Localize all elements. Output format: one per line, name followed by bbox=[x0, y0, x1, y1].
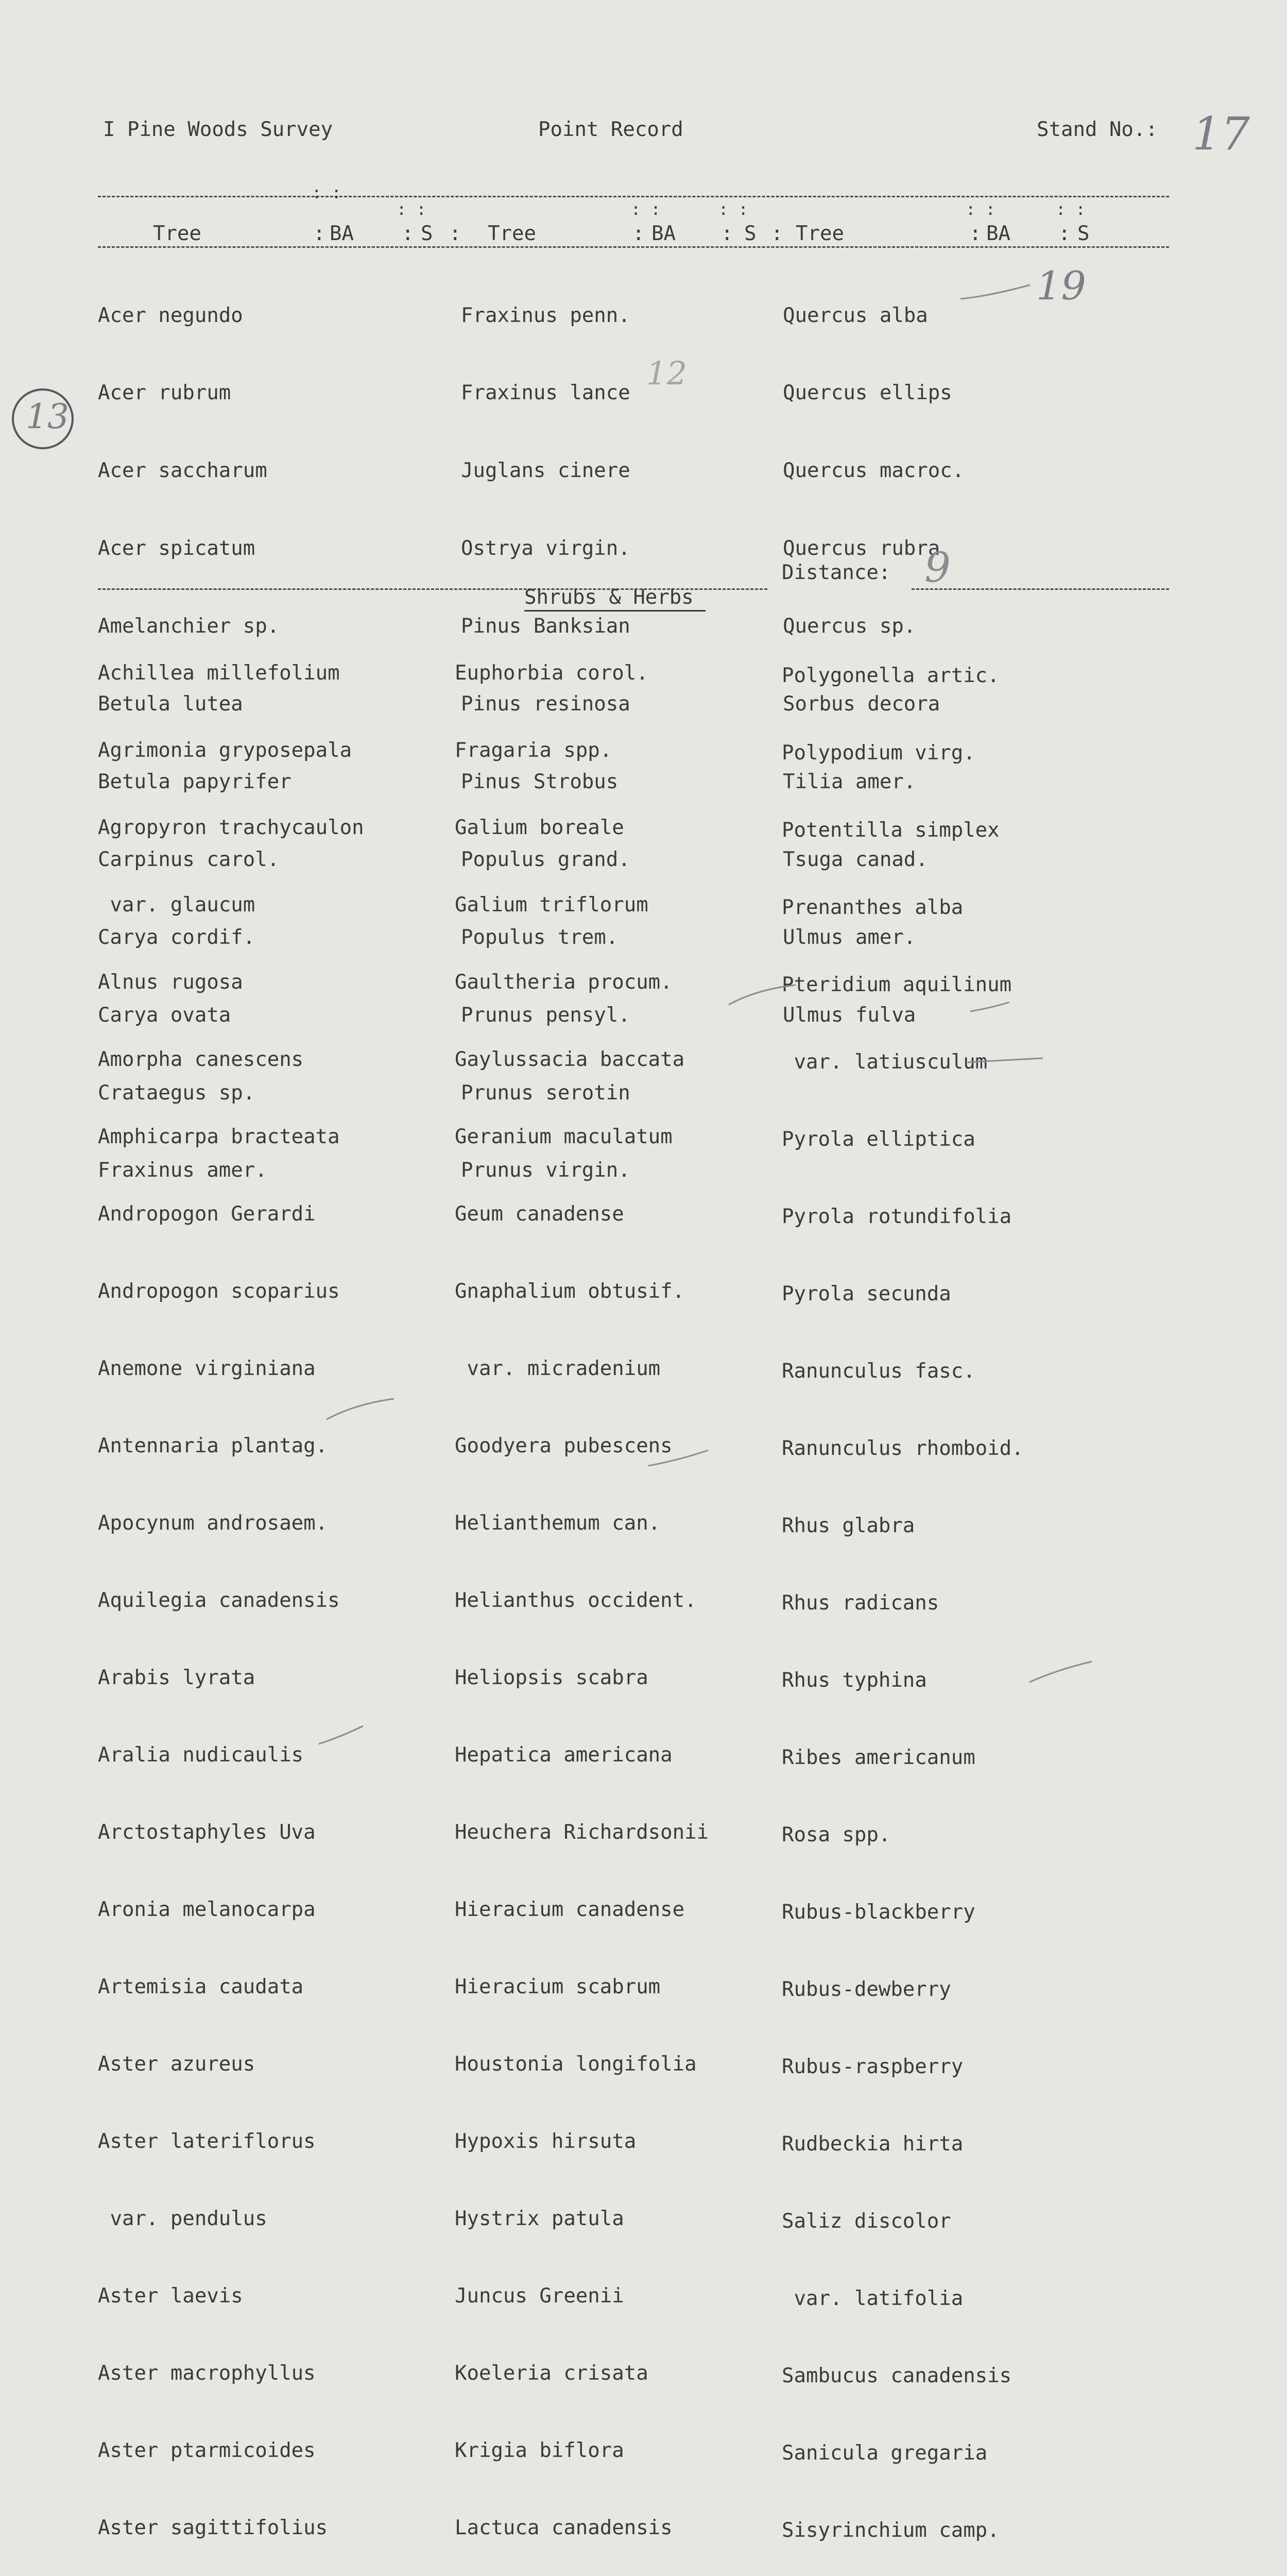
list-item: Pinus Strobus bbox=[461, 770, 619, 793]
header-top-rule bbox=[98, 196, 1169, 197]
list-item: Aster macrophyllus bbox=[98, 2362, 316, 2385]
list-item: Carya ovata bbox=[98, 1003, 231, 1027]
header-sep-top-3: : : bbox=[631, 199, 661, 219]
list-item: Populus grand. bbox=[461, 848, 630, 871]
list-item: Andropogon scoparius bbox=[98, 1280, 340, 1303]
header-sep-top-4: : : bbox=[718, 199, 748, 219]
list-item: Koeleria crisata bbox=[455, 2362, 648, 2385]
list-item: Geum canadense bbox=[455, 1202, 624, 1226]
list-item: Galium triflorum bbox=[455, 893, 648, 917]
list-item: Heliopsis scabra bbox=[455, 1666, 648, 1689]
list-item: Aralia nudicaulis bbox=[98, 1743, 304, 1767]
colon-mark: : bbox=[313, 222, 325, 245]
list-item: Hieracium canadense bbox=[455, 1898, 685, 1921]
distance-value: 9 bbox=[924, 544, 951, 591]
shrubs-column-1 bbox=[98, 609, 364, 2576]
list-item: Acer saccharum bbox=[98, 459, 267, 483]
list-item: Arabis lyrata bbox=[98, 1666, 255, 1689]
list-item: Fraxinus lance bbox=[461, 381, 630, 405]
list-item: Tilia amer. bbox=[783, 770, 916, 793]
list-item: Hystrix patula bbox=[455, 2207, 624, 2230]
list-item: Gnaphalium obtusif. bbox=[455, 1280, 685, 1303]
list-item: Aster lateriflorus bbox=[98, 2130, 316, 2153]
header-ba-3: BA bbox=[986, 222, 1010, 245]
header-bottom-rule bbox=[98, 246, 1169, 248]
list-item: Sisyrinchium camp. bbox=[782, 2519, 1000, 2542]
list-item: Prunus virgin. bbox=[461, 1159, 630, 1182]
list-item: var. pendulus bbox=[98, 2207, 267, 2230]
list-item: Houstonia longifolia bbox=[455, 2053, 697, 2076]
checkmark-icon bbox=[317, 1721, 368, 1752]
list-item: Populus trem. bbox=[461, 925, 619, 949]
list-item: Sanicula gregaria bbox=[782, 2442, 988, 2465]
header-tree-3: Tree bbox=[796, 222, 844, 245]
list-item: Amorpha canescens bbox=[98, 1048, 304, 1071]
list-item: Antennaria plantag. bbox=[98, 1434, 328, 1458]
shrubs-column-2 bbox=[455, 609, 721, 2576]
list-item: Fragaria spp. bbox=[455, 739, 612, 762]
list-item: Ribes americanum bbox=[782, 1746, 975, 1769]
list-item: Quercus sp. bbox=[783, 615, 916, 638]
list-item: Rosa spp. bbox=[782, 1823, 891, 1846]
list-item: Rudbeckia hirta bbox=[782, 2132, 964, 2156]
record-type: Point Record bbox=[538, 118, 683, 141]
header-sep-top-2: : : bbox=[397, 199, 426, 219]
list-item: Rhus radicans bbox=[782, 1591, 939, 1615]
list-item: Aster azureus bbox=[98, 2053, 255, 2076]
list-item: Hepatica americana bbox=[455, 1743, 673, 1767]
list-item: Gaultheria procum. bbox=[455, 971, 673, 994]
list-item: Helianthus occident. bbox=[455, 1589, 697, 1612]
colon-mark: : bbox=[969, 222, 982, 245]
colon-mark: : bbox=[721, 222, 733, 245]
colon-mark: : bbox=[449, 222, 461, 245]
checkmark-icon bbox=[966, 1051, 1048, 1072]
list-item: Aster ptarmicoides bbox=[98, 2439, 316, 2462]
list-item: Aquilegia canadensis bbox=[98, 1589, 340, 1612]
list-item: Rhus glabra bbox=[782, 1514, 915, 1537]
list-item: Carpinus carol. bbox=[98, 848, 280, 871]
list-item: Polypodium virg. bbox=[782, 741, 975, 765]
list-item: Agropyron trachycaulon bbox=[98, 816, 364, 839]
list-item: Arctostaphyles Uva bbox=[98, 1821, 316, 1844]
list-item: Pyrola secunda bbox=[782, 1282, 951, 1306]
header-ba-2: BA bbox=[651, 222, 676, 245]
list-item: Pyrola elliptica bbox=[782, 1128, 975, 1151]
list-item: Acer spicatum bbox=[98, 537, 255, 561]
colon-mark: : bbox=[632, 222, 645, 245]
list-item: Potentilla simplex bbox=[782, 819, 1000, 842]
header-tree-1: Tree bbox=[153, 222, 201, 245]
list-item: Juncus Greenii bbox=[455, 2284, 624, 2308]
list-item: Crataegus sp. bbox=[98, 1081, 255, 1105]
list-item: Anemone virginiana bbox=[98, 1357, 316, 1380]
header-sep-top-1: : : bbox=[312, 183, 341, 202]
shrubs-column-3 bbox=[782, 612, 1024, 2576]
checkmark-icon bbox=[726, 979, 798, 1010]
list-item: Ostrya virgin. bbox=[461, 537, 630, 561]
list-item: Geranium maculatum bbox=[455, 1125, 673, 1148]
pinus-banksian-count: 12 bbox=[646, 354, 687, 392]
header-s-2: S bbox=[744, 222, 757, 245]
list-item: Ulmus amer. bbox=[783, 925, 916, 949]
quercus-ellips-count: 19 bbox=[1036, 263, 1086, 309]
circled-number: 13 bbox=[26, 397, 69, 436]
list-item: Ulmus fulva bbox=[783, 1003, 916, 1027]
header-ba-1: BA bbox=[330, 222, 354, 245]
checkmark-icon bbox=[968, 997, 1040, 1018]
list-item: Amphicarpa bracteata bbox=[98, 1125, 340, 1148]
list-item: Rubus-dewberry bbox=[782, 1978, 951, 2001]
list-item: Sorbus decora bbox=[783, 692, 940, 716]
colon-mark: : bbox=[771, 222, 783, 245]
list-item: Aronia melanocarpa bbox=[98, 1898, 316, 1921]
list-item: var. glaucum bbox=[98, 893, 255, 917]
list-item: Heuchera Richardsonii bbox=[455, 1821, 709, 1844]
list-item: var. latifolia bbox=[782, 2287, 964, 2310]
checkmark-icon bbox=[958, 281, 1035, 307]
list-item: Artemisia caudata bbox=[98, 1975, 304, 1998]
list-item: Juglans cinere bbox=[461, 459, 630, 483]
colon-mark: : bbox=[1058, 222, 1071, 245]
list-item: Achillea millefolium bbox=[98, 662, 340, 685]
list-item: Lactuca canadensis bbox=[455, 2516, 673, 2539]
list-item: Pinus Banksian bbox=[461, 615, 630, 638]
list-item: Hieracium scabrum bbox=[455, 1975, 661, 1998]
list-item: Prenanthes alba bbox=[782, 896, 964, 919]
list-item: Tsuga canad. bbox=[783, 848, 928, 871]
list-item: Andropogon Gerardi bbox=[98, 1202, 316, 1226]
distance-label: Distance: bbox=[782, 561, 891, 584]
list-item: Quercus alba bbox=[783, 303, 928, 327]
list-item: Pteridium aquilinum bbox=[782, 973, 1012, 996]
list-item: var. latiusculum bbox=[782, 1050, 988, 1074]
section-title: Shrubs & Herbs bbox=[524, 586, 694, 609]
list-item: Hypoxis hirsuta bbox=[455, 2130, 637, 2153]
survey-title: I Pine Woods Survey bbox=[103, 118, 333, 141]
list-item: Apocynum androsaem. bbox=[98, 1512, 328, 1535]
list-item: Quercus macroc. bbox=[783, 459, 965, 483]
list-item: Alnus rugosa bbox=[98, 971, 243, 994]
header-s-3: S bbox=[1077, 222, 1090, 245]
list-item: Carya cordif. bbox=[98, 925, 255, 949]
list-item: Gaylussacia baccata bbox=[455, 1048, 685, 1071]
list-item: Agrimonia gryposepala bbox=[98, 739, 352, 762]
header-sep-top-6: : : bbox=[1056, 199, 1086, 219]
stand-number-handwritten: 17 bbox=[1192, 107, 1250, 160]
list-item: Saliz discolor bbox=[782, 2210, 951, 2233]
checkmark-icon bbox=[324, 1394, 397, 1425]
list-item: Pinus resinosa bbox=[461, 692, 630, 716]
list-item: Acer rubrum bbox=[98, 381, 231, 405]
list-item: Prunus serotin bbox=[461, 1081, 630, 1105]
list-item: Quercus ellips bbox=[783, 381, 952, 405]
list-item: Ranunculus rhomboid. bbox=[782, 1437, 1024, 1460]
stand-label: Stand No.: bbox=[1037, 118, 1158, 141]
list-item: Amelanchier sp. bbox=[98, 615, 280, 638]
list-item: Fraxinus penn. bbox=[461, 303, 630, 327]
list-item: Ranunculus fasc. bbox=[782, 1360, 975, 1383]
list-item: Acer negundo bbox=[98, 303, 243, 327]
list-item: Polygonella artic. bbox=[782, 664, 1000, 687]
list-item: Helianthemum can. bbox=[455, 1512, 661, 1535]
list-item: Rhus typhina bbox=[782, 1669, 927, 1692]
colon-mark: : bbox=[402, 222, 414, 245]
header-tree-2: Tree bbox=[488, 222, 536, 245]
list-item: Betula lutea bbox=[98, 692, 243, 716]
list-item: Galium boreale bbox=[455, 816, 624, 839]
list-item: Aster laevis bbox=[98, 2284, 243, 2308]
list-item: Krigia biflora bbox=[455, 2439, 624, 2462]
list-item: Rubus-raspberry bbox=[782, 2055, 964, 2078]
checkmark-icon bbox=[646, 1443, 713, 1473]
list-item: Prunus pensyl. bbox=[461, 1003, 630, 1027]
list-item: Sambucus canadensis bbox=[782, 2364, 1012, 2387]
list-item: var. micradenium bbox=[455, 1357, 661, 1380]
header-s-1: S bbox=[421, 222, 433, 245]
list-item: Aster sagittifolius bbox=[98, 2516, 328, 2539]
list-item: Pyrola rotundifolia bbox=[782, 1205, 1012, 1228]
list-item: Euphorbia corol. bbox=[455, 662, 648, 685]
list-item: Fraxinus amer. bbox=[98, 1159, 267, 1182]
list-item: Betula papyrifer bbox=[98, 770, 291, 793]
list-item: Goodyera pubescens bbox=[455, 1434, 673, 1458]
checkmark-icon bbox=[1027, 1656, 1094, 1687]
list-item: Quercus rubra bbox=[783, 537, 940, 561]
list-item: Rubus-blackberry bbox=[782, 1901, 975, 1924]
header-sep-top-5: : : bbox=[966, 199, 996, 219]
